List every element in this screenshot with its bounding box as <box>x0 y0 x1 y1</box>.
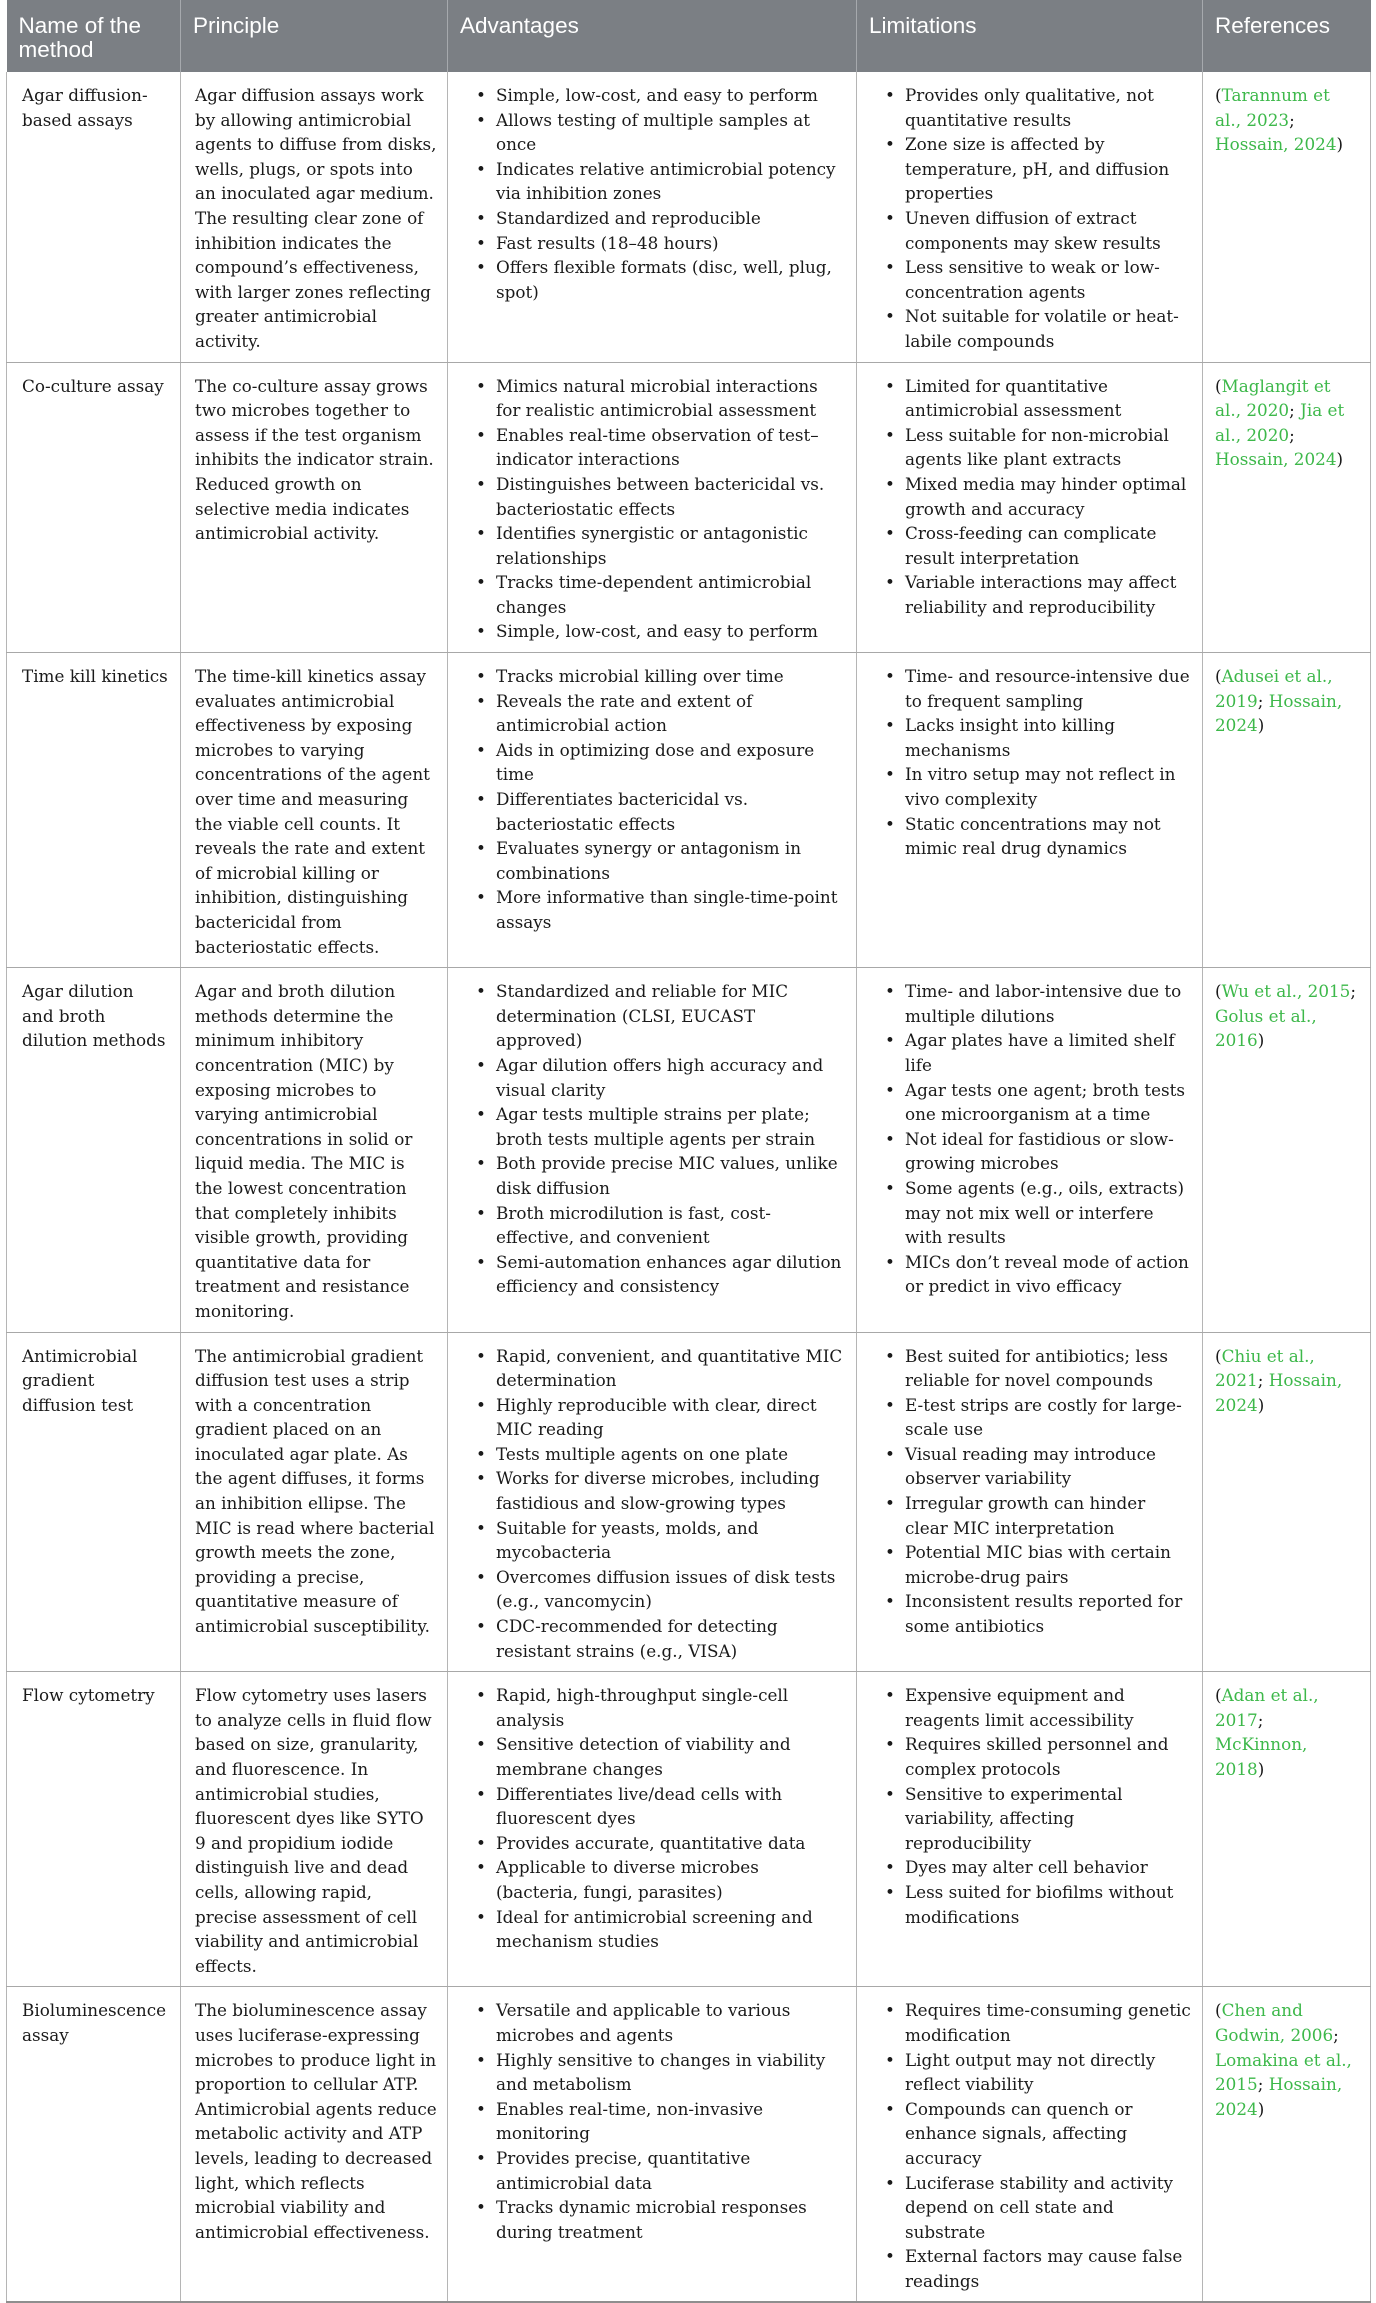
references-cell: (Tarannum et al., 2023; Hossain, 2024) <box>1203 72 1371 362</box>
advantage-item: • Applicable to diverse microbes (bacteria, fungi, parasites) <box>476 1855 846 1904</box>
limitation-item: • MICs don’t reveal mode of action or predict in vivo efficacy <box>885 1250 1192 1299</box>
advantage-item: • Tests multiple agents on one plate <box>476 1442 846 1467</box>
limitation-item: • Less suited for biofilms without modifications <box>885 1880 1192 1929</box>
reference-link[interactable]: Tarannum et al., 2023 <box>1215 85 1330 130</box>
advantage-item: • Aids in optimizing dose and exposure time <box>476 738 846 787</box>
advantage-item: • Highly reproducible with clear, direct MIC reading <box>476 1393 846 1442</box>
advantages-cell <box>448 1672 857 1987</box>
advantage-item: • Indicates relative antimicrobial potency via inhibition zones <box>476 157 846 206</box>
reference-link[interactable]: Lomakina et al., 2015 <box>1215 2049 1352 2095</box>
advantage-item: • Provides precise, quantitative antimicrobial data <box>476 2146 846 2195</box>
advantage-item: • Highly sensitive to changes in viability and metabolism <box>476 2048 846 2097</box>
advantage-item: • Enables real-time, non-invasive monitoring <box>476 2097 846 2146</box>
advantages-cell <box>448 72 857 362</box>
limitation-item: • Variable interactions may affect reliability and reproducibility <box>885 570 1192 619</box>
advantage-item: • Evaluates synergy or antagonism in combinations <box>476 836 846 885</box>
header-references: References <box>1203 0 1371 72</box>
advantage-item: • Enables real-time observation of test–indicator interactions <box>476 423 846 472</box>
table-row <box>7 1672 1371 1987</box>
limitation-item: • Visual reading may introduce observer variability <box>885 1442 1192 1491</box>
advantage-item: • Ideal for antimicrobial screening and mechanism studies <box>476 1905 846 1954</box>
advantage-item: • Tracks time-dependent antimicrobial changes <box>476 570 846 619</box>
advantage-item: • Standardized and reliable for MIC determination (CLSI, EUCAST approved) <box>476 979 846 1053</box>
limitation-item: • Expensive equipment and reagents limit accessibility <box>885 1683 1192 1732</box>
header-row <box>7 0 1371 72</box>
method-name-cell: Bioluminescence assay <box>7 1987 181 2303</box>
advantage-item: • Agar dilution offers high accuracy and visual clarity <box>476 1053 846 1102</box>
method-name-cell: Antimicrobial gradient diffusion test <box>7 1332 181 1672</box>
limitation-item: • Potential MIC bias with certain microbe-drug pairs <box>885 1540 1192 1589</box>
advantage-item: • Allows testing of multiple samples at once <box>476 108 846 157</box>
principle-cell: Agar and broth dilution methods determine the minimum inhibitory concentration (MIC) by exposing microbes to varying antimicrobial concentrations in solid or liquid media. The MIC is the lowest concentration that completely inhibits visible growth, providing quantitative data for treatment and resistance monitoring. <box>181 968 448 1332</box>
limitation-item: • Less suitable for non-microbial agents like plant extracts <box>885 423 1192 472</box>
methods-table <box>6 0 1371 2303</box>
limitation-item: • Compounds can quench or enhance signals, affecting accuracy <box>885 2097 1192 2171</box>
advantage-item: • Tracks microbial killing over time <box>476 664 846 689</box>
limitation-item: • Mixed media may hinder optimal growth and accuracy <box>885 472 1192 521</box>
reference-link[interactable]: Hossain, 2024 <box>1215 690 1343 736</box>
limitations-cell <box>857 1987 1203 2303</box>
limitation-item: • Limited for quantitative antimicrobial assessment <box>885 374 1192 423</box>
principle-cell: The time-kill kinetics assay evaluates antimicrobial effectiveness by exposing microbes to varying concentrations of the agent over time and measuring the viable cell counts. It reveals the rate and extent of microbial killing or inhibition, distinguishing bactericidal from bacteriostatic effects. <box>181 653 448 968</box>
limitations-list <box>871 374 1192 620</box>
table-row <box>7 653 1371 968</box>
references-cell: (Maglangit et al., 2020; Jia et al., 2020; Hossain, 2024) <box>1203 362 1371 653</box>
advantages-cell <box>448 1987 857 2303</box>
limitation-item: • In vitro setup may not reflect in vivo complexity <box>885 762 1192 811</box>
limitation-item: • Lacks insight into killing mechanisms <box>885 713 1192 762</box>
limitations-list <box>871 1998 1192 2293</box>
advantage-item: • Sensitive detection of viability and membrane changes <box>476 1732 846 1781</box>
limitation-item: • Requires skilled personnel and complex protocols <box>885 1732 1192 1781</box>
reference-link[interactable]: Hossain, 2024 <box>1215 2074 1343 2119</box>
references-cell: (Wu et al., 2015; Golus et al., 2016) <box>1203 968 1371 1332</box>
limitation-item: • Provides only qualitative, not quantitative results <box>885 83 1192 132</box>
reference-link[interactable]: Hossain, 2024 <box>1215 134 1337 155</box>
principle-cell: Agar diffusion assays work by allowing antimicrobial agents to diffuse from disks, wells, plugs, or spots into an inoculated agar medium. The resulting clear zone of inhibition indicates the compound’s effectiveness, with larger zones reflecting greater antimicrobial activity. <box>181 72 448 362</box>
limitation-item: • Not ideal for fastidious or slow-growing microbes <box>885 1127 1192 1176</box>
limitations-list <box>871 664 1192 861</box>
advantages-list <box>462 374 846 645</box>
limitation-item: • Luciferase stability and activity depend on cell state and substrate <box>885 2171 1192 2245</box>
limitation-item: • Uneven diffusion of extract components may skew results <box>885 206 1192 255</box>
advantage-item: • Rapid, high-throughput single-cell analysis <box>476 1683 846 1732</box>
principle-cell: The bioluminescence assay uses luciferase-expressing microbes to produce light in proportion to cellular ATP. Antimicrobial agents reduce metabolic activity and ATP levels, leading to decreased light, which reflects microbial viability and antimicrobial effectiveness. <box>181 1987 448 2303</box>
reference-link[interactable]: Jia et al., 2020 <box>1215 400 1345 445</box>
advantages-cell <box>448 1332 857 1672</box>
limitations-list <box>871 1683 1192 1929</box>
limitation-item: • Zone size is affected by temperature, pH, and diffusion properties <box>885 132 1192 206</box>
limitation-item: • Sensitive to experimental variability, affecting reproducibility <box>885 1782 1192 1856</box>
limitation-item: • Light output may not directly reflect viability <box>885 2048 1192 2097</box>
limitation-item: • External factors may cause false readings <box>885 2244 1192 2293</box>
advantage-item: • Rapid, convenient, and quantitative MIC determination <box>476 1344 846 1393</box>
limitation-item: • Time- and resource-intensive due to frequent sampling <box>885 664 1192 713</box>
references-cell: (Chiu et al., 2021; Hossain, 2024) <box>1203 1332 1371 1672</box>
limitations-cell <box>857 362 1203 653</box>
table-row <box>7 1332 1371 1672</box>
limitation-item: • Best suited for antibiotics; less reliable for novel compounds <box>885 1344 1192 1393</box>
limitation-item: • Cross-feeding can complicate result interpretation <box>885 521 1192 570</box>
principle-cell: Flow cytometry uses lasers to analyze cells in fluid flow based on size, granularity, and fluorescence. In antimicrobial studies, fluorescent dyes like SYTO 9 and propidium iodide distinguish live and dead cells, allowing rapid, precise assessment of cell viability and antimicrobial effects. <box>181 1672 448 1987</box>
advantages-list <box>462 664 846 935</box>
principle-cell: The antimicrobial gradient diffusion test uses a strip with a concentration gradient placed on an inoculated agar plate. As the agent diffuses, it forms an inhibition ellipse. The MIC is read where bacterial growth meets the zone, providing a precise, quantitative measure of antimicrobial susceptibility. <box>181 1332 448 1672</box>
advantages-cell <box>448 653 857 968</box>
limitations-cell <box>857 72 1203 362</box>
limitation-item: • Irregular growth can hinder clear MIC interpretation <box>885 1491 1192 1540</box>
advantage-item: • Tracks dynamic microbial responses during treatment <box>476 2195 846 2244</box>
reference-link[interactable]: Golus et al., 2016 <box>1215 1005 1317 1051</box>
table-row <box>7 362 1371 653</box>
limitation-item: • Inconsistent results reported for some antibiotics <box>885 1589 1192 1638</box>
advantage-item: • Works for diverse microbes, including fastidious and slow-growing types <box>476 1466 846 1515</box>
limitations-cell <box>857 653 1203 968</box>
advantages-list <box>462 1998 846 2244</box>
limitation-item: • Static concentrations may not mimic real drug dynamics <box>885 812 1192 861</box>
advantage-item: • CDC-recommended for detecting resistant strains (e.g., VISA) <box>476 1614 846 1663</box>
method-name-cell: Agar dilution and broth dilution methods <box>7 968 181 1332</box>
advantage-item: • Simple, low-cost, and easy to perform <box>476 83 846 108</box>
table-row <box>7 72 1371 362</box>
method-name-cell: Agar diffusion-based assays <box>7 72 181 362</box>
reference-link[interactable]: Chiu et al., 2021 <box>1215 1345 1315 1391</box>
advantage-item: • Identifies synergistic or antagonistic relationships <box>476 521 846 570</box>
advantage-item: • Agar tests multiple strains per plate; broth tests multiple agents per strain <box>476 1102 846 1151</box>
limitations-cell <box>857 968 1203 1332</box>
limitations-list <box>871 83 1192 354</box>
reference-link[interactable]: Adusei et al., 2019 <box>1215 666 1333 711</box>
advantage-item: • Overcomes diffusion issues of disk tests (e.g., vancomycin) <box>476 1565 846 1614</box>
method-name-cell: Co-culture assay <box>7 362 181 653</box>
advantage-item: • Mimics natural microbial interactions for realistic antimicrobial assessment <box>476 374 846 423</box>
advantage-item: • Versatile and applicable to various microbes and agents <box>476 1998 846 2047</box>
reference-link[interactable]: Chen and Godwin, 2006 <box>1215 2000 1334 2045</box>
advantages-cell <box>448 362 857 653</box>
reference-link[interactable]: McKinnon, 2018 <box>1215 1734 1308 1779</box>
reference-link[interactable]: Hossain, 2024 <box>1215 449 1337 470</box>
table-body <box>7 72 1371 2302</box>
advantage-item: • Reveals the rate and extent of antimicrobial action <box>476 689 846 738</box>
advantage-item: • Semi-automation enhances agar dilution efficiency and consistency <box>476 1250 846 1299</box>
reference-link[interactable]: Maglangit et al., 2020 <box>1215 375 1331 421</box>
advantages-list <box>462 1344 846 1664</box>
advantage-item: • Standardized and reproducible <box>476 206 846 231</box>
limitation-item: • Time- and labor-intensive due to multiple dilutions <box>885 979 1192 1028</box>
reference-link[interactable]: Adan et al., 2017 <box>1215 1685 1319 1730</box>
table-header <box>7 0 1371 72</box>
advantage-item: • Provides accurate, quantitative data <box>476 1831 846 1856</box>
method-name-cell: Flow cytometry <box>7 1672 181 1987</box>
limitations-list <box>871 1344 1192 1639</box>
advantages-list <box>462 83 846 304</box>
advantage-item: • Suitable for yeasts, molds, and mycobacteria <box>476 1516 846 1565</box>
advantages-list <box>462 1683 846 1954</box>
limitation-item: • E-test strips are costly for large-scale use <box>885 1393 1192 1442</box>
limitation-item: • Less sensitive to weak or low-concentration agents <box>885 255 1192 304</box>
header-principle: Principle <box>181 0 448 72</box>
references-cell: (Adan et al., 2017; McKinnon, 2018) <box>1203 1672 1371 1987</box>
advantage-item: • Fast results (18–48 hours) <box>476 231 846 256</box>
advantage-item: • Differentiates live/dead cells with fluorescent dyes <box>476 1782 846 1831</box>
limitations-list <box>871 979 1192 1299</box>
table-row <box>7 968 1371 1332</box>
method-name-cell: Time kill kinetics <box>7 653 181 968</box>
advantages-cell <box>448 968 857 1332</box>
advantage-item: • Differentiates bactericidal vs. bacteriostatic effects <box>476 787 846 836</box>
advantage-item: • Distinguishes between bactericidal vs. bacteriostatic effects <box>476 472 846 521</box>
advantages-list <box>462 979 846 1299</box>
reference-link[interactable]: Wu et al., 2015 <box>1221 981 1351 1002</box>
principle-cell: The co-culture assay grows two microbes together to assess if the test organism inhibits the indicator strain. Reduced growth on selective media indicates antimicrobial activity. <box>181 362 448 653</box>
limitation-item: • Some agents (e.g., oils, extracts) may not mix well or interfere with results <box>885 1176 1192 1250</box>
limitation-item: • Requires time-consuming genetic modification <box>885 1998 1192 2047</box>
advantage-item: • Simple, low-cost, and easy to perform <box>476 619 846 644</box>
limitation-item: • Agar tests one agent; broth tests one microorganism at a time <box>885 1078 1192 1127</box>
advantage-item: • Both provide precise MIC values, unlike disk diffusion <box>476 1151 846 1200</box>
table-row <box>7 1987 1371 2303</box>
header-advantages: Advantages <box>448 0 857 72</box>
reference-link[interactable]: Hossain, 2024 <box>1215 1370 1343 1415</box>
advantage-item: • More informative than single-time-point assays <box>476 885 846 934</box>
references-cell: (Chen and Godwin, 2006; Lomakina et al., 2015; Hossain, 2024) <box>1203 1987 1371 2303</box>
limitations-cell <box>857 1332 1203 1672</box>
references-cell: (Adusei et al., 2019; Hossain, 2024) <box>1203 653 1371 968</box>
limitation-item: • Agar plates have a limited shelf life <box>885 1028 1192 1077</box>
limitation-item: • Not suitable for volatile or heat-labile compounds <box>885 304 1192 353</box>
header-name-of-method: Name of the method <box>7 0 181 72</box>
advantage-item: • Broth microdilution is fast, cost-effective, and convenient <box>476 1201 846 1250</box>
header-limitations: Limitations <box>857 0 1203 72</box>
limitations-cell <box>857 1672 1203 1987</box>
advantage-item: • Offers flexible formats (disc, well, plug, spot) <box>476 255 846 304</box>
limitation-item: • Dyes may alter cell behavior <box>885 1855 1192 1880</box>
